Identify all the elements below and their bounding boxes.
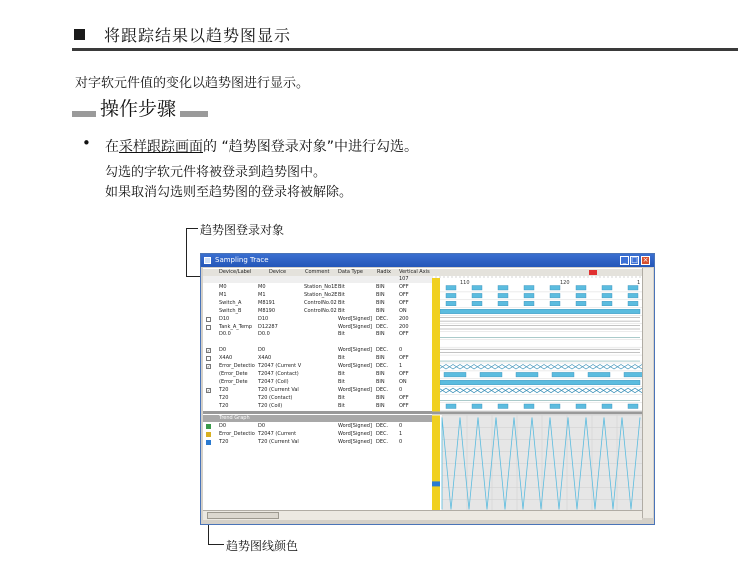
bit-trace-on	[440, 309, 640, 314]
cell-radix: BIN	[376, 378, 385, 385]
pane-separator-trace	[432, 411, 642, 414]
cell-radix: BIN	[376, 370, 385, 377]
section-rule	[72, 48, 738, 51]
cell-device: X4A0	[258, 355, 272, 362]
cell-data-type	[338, 339, 376, 346]
cursor-band-upper	[432, 278, 440, 411]
cell-label: Error_Detectio	[219, 363, 255, 369]
sampling-trace-window	[200, 253, 655, 525]
trend-register-checkbox[interactable]	[206, 325, 211, 330]
col-header-data-type[interactable]: Data Type	[338, 269, 364, 275]
col-header-label[interactable]: Device/Label	[219, 269, 252, 275]
cell-radix	[376, 339, 398, 346]
cell-value: 1	[399, 363, 403, 369]
cell-label: Tank_A_Temp	[219, 323, 253, 330]
cell-label: (Error_Dete	[219, 370, 248, 377]
cell-device: T2047 (Contact)	[258, 370, 299, 377]
callout-bottom-leader-v	[208, 523, 209, 544]
bit-trace-pulse	[602, 301, 612, 306]
table-row[interactable]	[203, 339, 432, 346]
cell-data-type: Word[Signed]	[338, 423, 372, 430]
vertical-axis-value: 107	[399, 276, 409, 282]
bit-trace-pulse	[576, 293, 586, 298]
table-row[interactable]	[203, 395, 432, 402]
cell-value: ON	[399, 307, 407, 314]
table-row[interactable]	[203, 387, 432, 394]
bit-trace-pulse	[576, 404, 586, 409]
time-tick-label: 1	[637, 280, 641, 286]
horizontal-scroll-thumb[interactable]	[207, 512, 279, 519]
trend-register-checkbox[interactable]	[206, 348, 211, 353]
bit-trace-pulse	[588, 372, 610, 377]
cell-data-type: Bit	[338, 299, 345, 306]
trend-register-checkbox[interactable]	[206, 388, 211, 393]
cell-value: OFF	[399, 355, 409, 362]
time-tick-label: 110	[460, 280, 470, 286]
cell-value: OFF	[399, 291, 409, 298]
bit-trace-pulse	[472, 404, 482, 409]
cell-radix: DEC.	[376, 386, 389, 393]
bit-trace-pulse	[628, 286, 638, 291]
cell-comment	[304, 339, 338, 346]
bit-trace-pulse	[552, 372, 574, 377]
cell-value: OFF	[399, 402, 409, 409]
cell-value: 200	[399, 323, 409, 330]
cell-device: T2047 (Current V	[258, 363, 302, 369]
bit-trace-pulse	[524, 404, 534, 409]
cell-value: 200	[399, 315, 409, 322]
bit-trace-pulse	[628, 293, 638, 298]
bit-trace-pulse	[602, 404, 612, 409]
bit-trace-pulse	[628, 301, 638, 306]
trend-register-checkbox[interactable]	[206, 317, 211, 322]
cell-data-type: Bit	[338, 370, 345, 377]
cell-label: T20	[219, 439, 229, 446]
cell-device: T20 (Current Val	[258, 439, 299, 446]
bit-trace-pulse	[480, 372, 502, 377]
callout-top-leader-v	[186, 228, 187, 277]
cell-device	[258, 339, 304, 346]
cell-value: OFF	[399, 370, 409, 377]
bit-trace-on	[440, 380, 640, 385]
bit-trace-pulse	[602, 286, 612, 291]
cell-radix: BIN	[376, 402, 385, 409]
col-header-vertical-axis[interactable]: Vertical Axis	[399, 269, 430, 275]
cell-radix: BIN	[376, 299, 385, 306]
cell-value: 0	[399, 347, 403, 354]
cell-radix: DEC.	[376, 323, 389, 330]
instruction-after: 的 “趋势图登录对象”中进行勾选。	[203, 139, 418, 155]
cell-comment	[304, 379, 338, 386]
cell-device: D12287	[258, 323, 278, 330]
trend-line-color-swatch[interactable]	[206, 432, 211, 437]
bit-trace-pulse	[628, 404, 638, 409]
cursor-marker	[432, 481, 440, 486]
cell-value: OFF	[399, 299, 409, 306]
cell-comment	[304, 363, 338, 370]
maximize-button[interactable]: □	[631, 256, 638, 264]
note-line-2: 如果取消勾选则至趋势图的登录将被解除。	[105, 185, 353, 200]
horizontal-scrollbar[interactable]	[203, 510, 642, 520]
cell-comment: Station_No2E	[304, 291, 338, 298]
cell-comment	[304, 371, 338, 378]
table-row[interactable]	[203, 284, 432, 291]
bit-trace-pulse	[602, 293, 612, 298]
cell-comment	[304, 355, 338, 362]
col-header-device[interactable]: Device	[269, 269, 287, 275]
cell-device: T2047 (Coil)	[258, 378, 289, 385]
cell-data-type: Bit	[338, 394, 345, 401]
cell-device: T20 (Current Val	[258, 386, 299, 393]
bit-trace-pulse	[524, 286, 534, 291]
device-grid	[203, 268, 432, 518]
cell-data-type: Bit	[338, 355, 345, 362]
table-row[interactable]	[203, 300, 432, 307]
cell-label: Switch_B	[219, 307, 242, 314]
bit-trace-pulse	[446, 286, 456, 291]
table-row[interactable]	[203, 347, 432, 354]
bit-trace-pulse	[498, 286, 508, 291]
cell-device: T20 (Coil)	[258, 402, 283, 409]
cell-value: OFF	[399, 284, 409, 290]
col-header-radix[interactable]: Radix	[377, 269, 391, 275]
table-row[interactable]	[203, 355, 432, 362]
steps-heading: 操作步骤	[96, 94, 180, 121]
cursor-band-lower	[432, 415, 440, 511]
cell-radix: DEC.	[376, 423, 389, 430]
cell-label: T20	[219, 394, 229, 401]
cell-label: (Error_Dete	[219, 378, 248, 385]
bit-trace-pulse	[576, 286, 586, 291]
bit-trace-pulse	[524, 293, 534, 298]
trend-graph-group-label: Trend Graph	[219, 415, 250, 422]
trend-graph-group-row	[203, 415, 432, 422]
minimize-button[interactable]: _	[620, 256, 629, 265]
cell-label: X4A0	[219, 355, 233, 362]
cell-data-type: Bit	[338, 291, 345, 298]
section-marker	[74, 29, 85, 40]
cell-radix: DEC.	[376, 439, 389, 446]
intro-text: 对字软元件值的变化以趋势图进行显示。	[75, 76, 310, 91]
cell-radix: BIN	[376, 291, 385, 298]
trend-row[interactable]	[203, 431, 432, 438]
sampling-trace-link[interactable]: 采样跟踪画面	[119, 139, 203, 155]
table-row[interactable]	[203, 379, 432, 386]
cell-label: Switch_A	[219, 299, 242, 306]
bit-trace-pulse	[576, 301, 586, 306]
cell-comment	[304, 403, 338, 410]
cell-comment	[304, 387, 338, 394]
cell-data-type: Bit	[338, 402, 345, 409]
time-tick-label: 120	[560, 280, 570, 286]
cell-radix: DEC.	[376, 363, 389, 369]
cell-radix: DEC.	[376, 347, 389, 354]
vertical-scrollbar[interactable]	[642, 268, 653, 518]
instruction-text	[105, 136, 418, 156]
trend-row[interactable]	[203, 439, 432, 446]
bit-trace-pulse	[524, 301, 534, 306]
cell-device: D10	[258, 315, 269, 322]
bit-trace-pulse	[472, 293, 482, 298]
instruction-before: 在	[105, 139, 119, 155]
word-trace-value	[432, 388, 642, 393]
bit-trace-pulse	[446, 404, 456, 409]
cell-value: 0	[399, 386, 403, 393]
cell-radix: BIN	[376, 284, 385, 290]
cell-label: M1	[219, 291, 227, 298]
table-row[interactable]	[203, 363, 432, 370]
cell-label: D10	[219, 315, 230, 322]
cell-data-type: Bit	[338, 307, 345, 314]
cell-comment	[304, 316, 338, 323]
cell-radix: BIN	[376, 355, 385, 362]
window-title: Sampling Trace	[215, 256, 269, 264]
trend-line-color-swatch[interactable]	[206, 440, 211, 445]
bit-trace-pulse	[550, 293, 560, 298]
table-row[interactable]	[203, 308, 432, 315]
cell-device: M8191	[258, 299, 276, 306]
cell-radix: DEC.	[376, 431, 389, 438]
cell-label: Error_Detectio	[219, 431, 255, 438]
cell-data-type: Word[Signed]	[338, 386, 372, 393]
cell-device: T20 (Contact)	[258, 394, 293, 401]
cell-comment: ControlNo.02	[304, 307, 337, 314]
cell-device: T2047 (Current	[258, 431, 297, 438]
word-trace-value	[432, 365, 642, 370]
bit-trace-pulse	[444, 372, 466, 377]
cell-data-type: Bit	[338, 378, 345, 385]
cell-device: M8190	[258, 307, 276, 314]
table-row[interactable]	[203, 292, 432, 299]
close-button[interactable]: ×	[642, 256, 649, 264]
cell-comment: Station_No1E	[304, 284, 338, 290]
trend-chart-area[interactable]	[432, 268, 642, 518]
window-title-bar[interactable]	[201, 254, 654, 267]
pane-separator[interactable]	[203, 411, 432, 414]
cell-data-type: Bit	[338, 331, 345, 338]
cell-device: M0	[258, 284, 266, 290]
cell-comment: ControlNo.02	[304, 299, 337, 306]
cell-value	[399, 339, 432, 346]
bit-trace-pulse	[472, 301, 482, 306]
cell-label	[219, 339, 257, 346]
table-row[interactable]	[203, 331, 432, 338]
table-row[interactable]	[203, 324, 432, 331]
cell-data-type: Word[Signed]	[338, 439, 372, 446]
cell-comment	[304, 395, 338, 402]
table-row[interactable]	[203, 316, 432, 323]
trend-row[interactable]	[203, 423, 432, 430]
bit-trace-pulse	[446, 293, 456, 298]
cell-radix: BIN	[376, 394, 385, 401]
cell-data-type: Word[Signed]	[338, 347, 372, 354]
trend-line-color-swatch[interactable]	[206, 424, 211, 429]
table-row[interactable]	[203, 403, 432, 410]
cell-value: 0	[399, 423, 403, 430]
note-line-1: 勾选的字软元件将被登录到趋势图中。	[105, 165, 327, 180]
trigger-marker	[589, 270, 597, 275]
cell-device: D0.0	[258, 331, 270, 338]
grid-value-row	[203, 276, 432, 283]
cell-radix: BIN	[376, 331, 385, 338]
cell-label: D0.0	[219, 331, 231, 338]
cell-device: D0	[258, 347, 266, 354]
bit-trace-pulse	[550, 286, 560, 291]
cell-data-type: Word[Signed]	[338, 431, 372, 438]
callout-bottom-leader-h	[208, 544, 224, 545]
cell-value: OFF	[399, 331, 409, 338]
cell-data-type: Word[Signed]	[338, 363, 372, 369]
cell-value: 1	[399, 431, 403, 438]
cell-data-type: Word[Signed]	[338, 315, 372, 322]
bullet-dot: •	[82, 134, 91, 152]
cell-comment	[304, 347, 338, 354]
cell-data-type: Bit	[338, 284, 345, 290]
cell-label: T20	[219, 386, 229, 393]
bit-trace-pulse	[498, 293, 508, 298]
cell-data-type: Word[Signed]	[338, 323, 372, 330]
bit-trace-pulse	[550, 404, 560, 409]
cell-value: ON	[399, 378, 407, 385]
bit-trace-pulse	[624, 372, 642, 377]
cell-label: D0	[219, 347, 227, 354]
table-row[interactable]	[203, 371, 432, 378]
trace-canvas	[432, 268, 642, 518]
callout-top-leader-h	[186, 228, 198, 229]
cell-value: OFF	[399, 394, 409, 401]
bit-trace-pulse	[498, 404, 508, 409]
cell-radix: DEC.	[376, 315, 389, 322]
cell-value: 0	[399, 439, 403, 446]
time-header	[432, 269, 642, 276]
cell-comment	[304, 324, 338, 331]
col-header-comment[interactable]: Comment	[305, 269, 330, 275]
cell-comment	[304, 331, 338, 338]
callout-trend-target: 趋势图登录对象	[200, 223, 285, 237]
cell-label: T20	[219, 402, 229, 409]
trend-register-checkbox[interactable]	[206, 356, 211, 361]
bit-trace-pulse	[516, 372, 538, 377]
cell-radix: BIN	[376, 307, 385, 314]
cell-label: D0	[219, 423, 227, 430]
callout-line-color: 趋势图线颜色	[226, 539, 299, 553]
bit-trace-pulse	[446, 301, 456, 306]
app-icon	[204, 257, 211, 264]
cell-device: D0	[258, 423, 266, 430]
trend-register-checkbox[interactable]	[206, 364, 211, 369]
cell-device: M1	[258, 291, 266, 298]
bit-trace-pulse	[472, 286, 482, 291]
cell-label: M0	[219, 284, 227, 290]
bit-trace-pulse	[498, 301, 508, 306]
bit-trace-pulse	[550, 301, 560, 306]
section-title: 将跟踪结果以趋势图显示	[104, 26, 292, 45]
